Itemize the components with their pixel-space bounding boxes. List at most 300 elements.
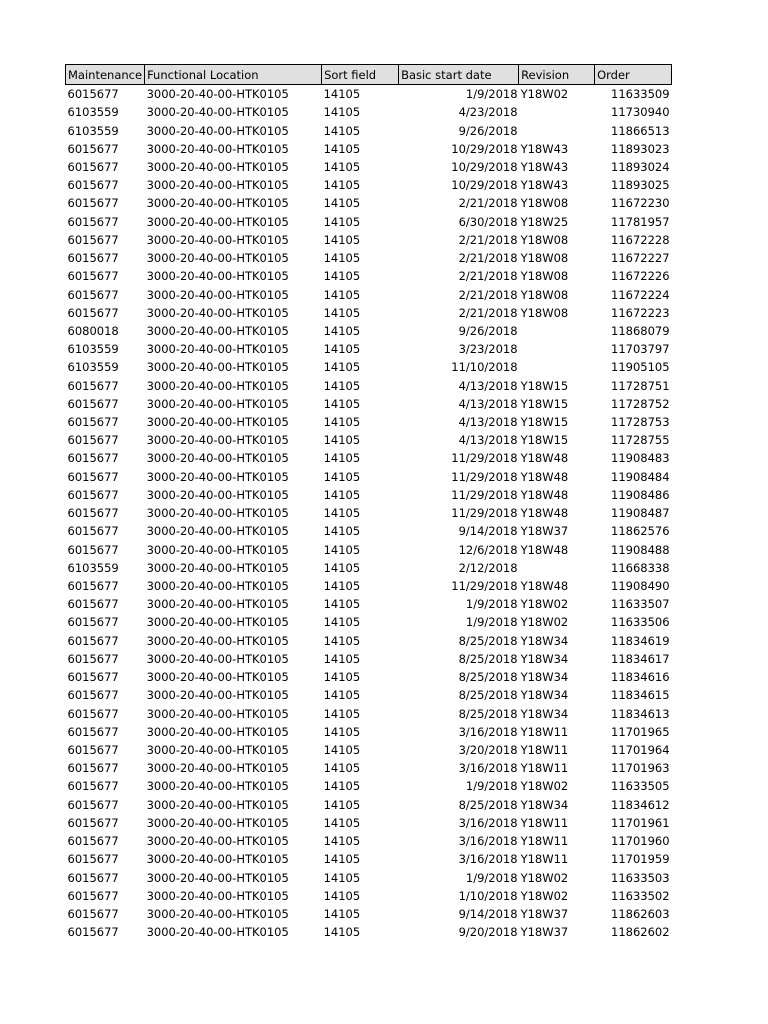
spreadsheet [65,64,672,941]
order-cell: 11701961 [611,815,670,830]
revision-cell: Y18W11 [520,834,569,849]
header-basic-start-date: Basic start date [399,65,519,85]
basic-start-date-cell: 1/9/2018 [465,597,518,612]
functional-location-cell: 3000-20-40-00-HTK0105 [146,761,289,776]
table-row [66,704,672,722]
table-row [66,923,672,941]
maintenance-cell: 6015677 [67,487,119,502]
table-row [66,468,672,486]
sort-field-cell: 14105 [323,651,361,666]
sort-field-cell: 14105 [323,251,361,266]
order-cell: 11834617 [611,651,670,666]
order-cell: 11633509 [611,87,670,102]
functional-location-cell: 3000-20-40-00-HTK0105 [146,214,289,229]
revision-cell: Y18W02 [520,888,569,903]
order-cell: 11728753 [611,415,670,430]
order-cell: 11834612 [611,797,670,812]
table-row [66,194,672,212]
order-cell: 11781957 [611,214,670,229]
revision-cell [519,103,595,121]
sort-field-cell: 14105 [323,742,361,757]
table-row [66,213,672,231]
sort-field-cell: 14105 [323,360,361,375]
sort-field-cell: 14105 [323,287,361,302]
order-cell: 11893024 [611,159,670,174]
revision-cell: Y18W34 [520,706,569,721]
revision-cell: Y18W11 [520,852,569,867]
sort-field-cell: 14105 [323,779,361,794]
sort-field-cell: 14105 [323,925,361,940]
basic-start-date-cell: 10/29/2018 [451,141,518,156]
basic-start-date-cell: 2/21/2018 [458,287,518,302]
revision-cell: Y18W11 [520,815,569,830]
sort-field-cell: 14105 [323,305,361,320]
basic-start-date-cell: 11/29/2018 [451,506,518,521]
functional-location-cell: 3000-20-40-00-HTK0105 [146,433,289,448]
sort-field-cell: 14105 [323,834,361,849]
sort-field-cell: 14105 [323,688,361,703]
table-row [66,887,672,905]
table-row [66,868,672,886]
maintenance-cell: 6103559 [67,342,119,357]
functional-location-cell: 3000-20-40-00-HTK0105 [146,487,289,502]
table-row [66,121,672,139]
order-cell: 11834616 [611,670,670,685]
maintenance-cell: 6015677 [67,251,119,266]
revision-cell [519,340,595,358]
revision-cell: Y18W34 [520,670,569,685]
functional-location-cell: 3000-20-40-00-HTK0105 [146,251,289,266]
basic-start-date-cell: 10/29/2018 [451,159,518,174]
functional-location-cell: 3000-20-40-00-HTK0105 [146,287,289,302]
order-cell: 11633505 [611,779,670,794]
functional-location-cell: 3000-20-40-00-HTK0105 [146,633,289,648]
basic-start-date-cell: 9/20/2018 [458,925,518,940]
functional-location-cell: 3000-20-40-00-HTK0105 [146,360,289,375]
basic-start-date-cell: 1/9/2018 [465,870,518,885]
revision-cell: Y18W15 [520,433,569,448]
sort-field-cell: 14105 [323,451,361,466]
basic-start-date-cell: 3/23/2018 [458,342,518,357]
order-cell: 11672224 [611,287,670,302]
maintenance-cell: 6015677 [67,706,119,721]
maintenance-cell: 6015677 [67,579,119,594]
maintenance-cell: 6015677 [67,633,119,648]
maintenance-cell: 6015677 [67,724,119,739]
maintenance-cell: 6015677 [67,597,119,612]
revision-cell: Y18W43 [520,159,569,174]
functional-location-cell: 3000-20-40-00-HTK0105 [146,560,289,575]
table-row [66,832,672,850]
table-row [66,322,672,340]
revision-cell: Y18W37 [520,524,569,539]
table-row [66,267,672,285]
order-cell: 11728755 [611,433,670,448]
table-row [66,905,672,923]
functional-location-cell: 3000-20-40-00-HTK0105 [146,670,289,685]
maintenance-cell: 6015677 [67,852,119,867]
table-row [66,358,672,376]
order-cell: 11893025 [611,178,670,193]
basic-start-date-cell: 9/14/2018 [458,906,518,921]
basic-start-date-cell: 4/13/2018 [458,433,518,448]
basic-start-date-cell: 4/13/2018 [458,378,518,393]
table-row [66,595,672,613]
functional-location-cell: 3000-20-40-00-HTK0105 [146,396,289,411]
sort-field-cell: 14105 [323,487,361,502]
order-cell: 11728752 [611,396,670,411]
sort-field-cell: 14105 [323,323,361,338]
basic-start-date-cell: 3/16/2018 [458,724,518,739]
sort-field-cell: 14105 [323,579,361,594]
sort-field-cell: 14105 [323,506,361,521]
order-cell: 11834615 [611,688,670,703]
maintenance-cell: 6015677 [67,925,119,940]
sort-field-cell: 14105 [323,105,361,120]
maintenance-cell: 6015677 [67,378,119,393]
table-row [66,85,672,104]
functional-location-cell: 3000-20-40-00-HTK0105 [146,141,289,156]
functional-location-cell: 3000-20-40-00-HTK0105 [146,579,289,594]
functional-location-cell: 3000-20-40-00-HTK0105 [146,159,289,174]
table-row [66,741,672,759]
table-row [66,449,672,467]
maintenance-cell: 6015677 [67,761,119,776]
revision-cell [519,121,595,139]
table-row [66,850,672,868]
functional-location-cell: 3000-20-40-00-HTK0105 [146,742,289,757]
revision-cell: Y18W15 [520,378,569,393]
sort-field-cell: 14105 [323,123,361,138]
header-row [66,65,672,85]
table-row [66,377,672,395]
order-cell: 11908486 [611,487,670,502]
basic-start-date-cell: 2/21/2018 [458,305,518,320]
table-row [66,522,672,540]
maintenance-cell: 6103559 [67,560,119,575]
sort-field-cell: 14105 [323,378,361,393]
table-row [66,796,672,814]
order-cell: 11633507 [611,597,670,612]
order-cell: 11728751 [611,378,670,393]
maintenance-cell: 6015677 [67,524,119,539]
functional-location-cell: 3000-20-40-00-HTK0105 [146,305,289,320]
header-sort-field: Sort field [322,65,399,85]
revision-cell: Y18W37 [520,925,569,940]
order-cell: 11908483 [611,451,670,466]
revision-cell: Y18W48 [520,542,569,557]
sort-field-cell: 14105 [323,888,361,903]
revision-cell: Y18W48 [520,506,569,521]
functional-location-cell: 3000-20-40-00-HTK0105 [146,706,289,721]
revision-cell: Y18W02 [520,87,569,102]
table-row [66,668,672,686]
table-row [66,613,672,631]
maintenance-cell: 6015677 [67,141,119,156]
sort-field-cell: 14105 [323,415,361,430]
order-cell: 11701963 [611,761,670,776]
table-row [66,814,672,832]
table-row [66,486,672,504]
order-cell: 11701964 [611,742,670,757]
revision-cell [519,358,595,376]
sort-field-cell: 14105 [323,615,361,630]
maintenance-cell: 6015677 [67,870,119,885]
functional-location-cell: 3000-20-40-00-HTK0105 [146,906,289,921]
table-row [66,231,672,249]
sort-field-cell: 14105 [323,542,361,557]
basic-start-date-cell: 9/14/2018 [458,524,518,539]
order-cell: 11672228 [611,232,670,247]
order-cell: 11701959 [611,852,670,867]
basic-start-date-cell: 8/25/2018 [458,633,518,648]
basic-start-date-cell: 9/26/2018 [458,123,518,138]
maintenance-cell: 6015677 [67,287,119,302]
maintenance-cell: 6015677 [67,214,119,229]
maintenance-cell: 6015677 [67,888,119,903]
order-cell: 11730940 [611,105,670,120]
revision-cell: Y18W08 [520,232,569,247]
table-row [66,413,672,431]
revision-cell: Y18W15 [520,415,569,430]
revision-cell: Y18W11 [520,761,569,776]
functional-location-cell: 3000-20-40-00-HTK0105 [146,651,289,666]
basic-start-date-cell: 1/10/2018 [458,888,518,903]
table-row [66,158,672,176]
basic-start-date-cell: 8/25/2018 [458,688,518,703]
functional-location-cell: 3000-20-40-00-HTK0105 [146,797,289,812]
sort-field-cell: 14105 [323,214,361,229]
revision-cell: Y18W43 [520,178,569,193]
revision-cell: Y18W08 [520,251,569,266]
order-cell: 11672223 [611,305,670,320]
functional-location-cell: 3000-20-40-00-HTK0105 [146,542,289,557]
basic-start-date-cell: 8/25/2018 [458,670,518,685]
basic-start-date-cell: 4/23/2018 [458,105,518,120]
table-row [66,103,672,121]
functional-location-cell: 3000-20-40-00-HTK0105 [146,178,289,193]
maintenance-cell: 6103559 [67,360,119,375]
sort-field-cell: 14105 [323,396,361,411]
maintenance-cell: 6015677 [67,232,119,247]
order-cell: 11672227 [611,251,670,266]
revision-cell [519,322,595,340]
functional-location-cell: 3000-20-40-00-HTK0105 [146,232,289,247]
basic-start-date-cell: 8/25/2018 [458,651,518,666]
functional-location-cell: 3000-20-40-00-HTK0105 [146,615,289,630]
functional-location-cell: 3000-20-40-00-HTK0105 [146,323,289,338]
order-cell: 11908487 [611,506,670,521]
table-row [66,285,672,303]
basic-start-date-cell: 3/20/2018 [458,742,518,757]
sort-field-cell: 14105 [323,797,361,812]
basic-start-date-cell: 11/29/2018 [451,451,518,466]
functional-location-cell: 3000-20-40-00-HTK0105 [146,888,289,903]
table-row [66,577,672,595]
table-row [66,650,672,668]
sort-field-cell: 14105 [323,633,361,648]
sort-field-cell: 14105 [323,906,361,921]
table-row [66,340,672,358]
table-row [66,395,672,413]
maintenance-cell: 6103559 [67,123,119,138]
revision-cell: Y18W08 [520,305,569,320]
basic-start-date-cell: 11/29/2018 [451,487,518,502]
sort-field-cell: 14105 [323,706,361,721]
order-cell: 11908490 [611,579,670,594]
basic-start-date-cell: 1/9/2018 [465,87,518,102]
header-functional-location: Functional Location [145,65,322,85]
sort-field-cell: 14105 [323,724,361,739]
order-cell: 11905105 [611,360,670,375]
sort-field-cell: 14105 [323,269,361,284]
maintenance-cell: 6015677 [67,451,119,466]
revision-cell: Y18W34 [520,633,569,648]
order-cell: 11893023 [611,141,670,156]
table-row [66,632,672,650]
maintenance-cell: 6080018 [67,323,119,338]
maintenance-cell: 6015677 [67,396,119,411]
order-cell: 11834619 [611,633,670,648]
maintenance-cell: 6015677 [67,159,119,174]
order-cell: 11868079 [611,323,670,338]
sort-field-cell: 14105 [323,141,361,156]
maintenance-cell: 6015677 [67,797,119,812]
maintenance-cell: 6015677 [67,815,119,830]
table-row [66,540,672,558]
orders-table [65,64,672,941]
order-cell: 11866513 [611,123,670,138]
order-cell: 11672226 [611,269,670,284]
functional-location-cell: 3000-20-40-00-HTK0105 [146,834,289,849]
order-cell: 11633506 [611,615,670,630]
maintenance-cell: 6015677 [67,742,119,757]
table-row [66,559,672,577]
functional-location-cell: 3000-20-40-00-HTK0105 [146,342,289,357]
functional-location-cell: 3000-20-40-00-HTK0105 [146,724,289,739]
revision-cell: Y18W15 [520,396,569,411]
maintenance-cell: 6015677 [67,305,119,320]
order-cell: 11672230 [611,196,670,211]
revision-cell: Y18W02 [520,870,569,885]
functional-location-cell: 3000-20-40-00-HTK0105 [146,870,289,885]
revision-cell: Y18W08 [520,269,569,284]
basic-start-date-cell: 3/16/2018 [458,852,518,867]
basic-start-date-cell: 9/26/2018 [458,323,518,338]
revision-cell: Y18W25 [520,214,569,229]
revision-cell: Y18W34 [520,688,569,703]
basic-start-date-cell: 3/16/2018 [458,834,518,849]
functional-location-cell: 3000-20-40-00-HTK0105 [146,597,289,612]
revision-cell: Y18W02 [520,615,569,630]
sort-field-cell: 14105 [323,852,361,867]
functional-location-cell: 3000-20-40-00-HTK0105 [146,415,289,430]
revision-cell: Y18W48 [520,469,569,484]
revision-cell: Y18W02 [520,597,569,612]
revision-cell: Y18W34 [520,797,569,812]
revision-cell: Y18W02 [520,779,569,794]
order-cell: 11703797 [611,342,670,357]
maintenance-cell: 6015677 [67,269,119,284]
functional-location-cell: 3000-20-40-00-HTK0105 [146,87,289,102]
table-row [66,140,672,158]
maintenance-cell: 6015677 [67,542,119,557]
maintenance-cell: 6015677 [67,670,119,685]
header-revision: Revision [519,65,595,85]
sort-field-cell: 14105 [323,433,361,448]
sort-field-cell: 14105 [323,87,361,102]
basic-start-date-cell: 2/21/2018 [458,232,518,247]
basic-start-date-cell: 10/29/2018 [451,178,518,193]
maintenance-cell: 6015677 [67,506,119,521]
maintenance-cell: 6015677 [67,415,119,430]
basic-start-date-cell: 2/21/2018 [458,196,518,211]
basic-start-date-cell: 12/6/2018 [458,542,518,557]
sort-field-cell: 14105 [323,815,361,830]
revision-cell: Y18W48 [520,451,569,466]
maintenance-cell: 6015677 [67,469,119,484]
functional-location-cell: 3000-20-40-00-HTK0105 [146,524,289,539]
basic-start-date-cell: 2/21/2018 [458,251,518,266]
basic-start-date-cell: 2/21/2018 [458,269,518,284]
maintenance-cell: 6015677 [67,87,119,102]
sort-field-cell: 14105 [323,524,361,539]
sort-field-cell: 14105 [323,597,361,612]
order-cell: 11701965 [611,724,670,739]
basic-start-date-cell: 3/16/2018 [458,815,518,830]
table-row [66,504,672,522]
functional-location-cell: 3000-20-40-00-HTK0105 [146,852,289,867]
basic-start-date-cell: 11/29/2018 [451,579,518,594]
table-row [66,176,672,194]
maintenance-cell: 6015677 [67,615,119,630]
functional-location-cell: 3000-20-40-00-HTK0105 [146,196,289,211]
basic-start-date-cell: 8/25/2018 [458,706,518,721]
header-order: Order [595,65,672,85]
table-row [66,249,672,267]
order-cell: 11633503 [611,870,670,885]
functional-location-cell: 3000-20-40-00-HTK0105 [146,506,289,521]
revision-cell [519,559,595,577]
basic-start-date-cell: 6/30/2018 [458,214,518,229]
revision-cell: Y18W48 [520,487,569,502]
functional-location-cell: 3000-20-40-00-HTK0105 [146,469,289,484]
header-maintenance: Maintenance [66,65,145,85]
revision-cell: Y18W48 [520,579,569,594]
revision-cell: Y18W11 [520,724,569,739]
maintenance-cell: 6015677 [67,196,119,211]
maintenance-cell: 6015677 [67,178,119,193]
order-cell: 11668338 [611,560,670,575]
revision-cell: Y18W43 [520,141,569,156]
table-body [66,85,672,942]
maintenance-cell: 6015677 [67,651,119,666]
sort-field-cell: 14105 [323,469,361,484]
sort-field-cell: 14105 [323,761,361,776]
basic-start-date-cell: 11/10/2018 [451,360,518,375]
revision-cell: Y18W37 [520,906,569,921]
functional-location-cell: 3000-20-40-00-HTK0105 [146,269,289,284]
functional-location-cell: 3000-20-40-00-HTK0105 [146,815,289,830]
revision-cell: Y18W11 [520,742,569,757]
sort-field-cell: 14105 [323,196,361,211]
table-row [66,777,672,795]
table-header [66,65,672,85]
functional-location-cell: 3000-20-40-00-HTK0105 [146,925,289,940]
order-cell: 11908488 [611,542,670,557]
basic-start-date-cell: 3/16/2018 [458,761,518,776]
basic-start-date-cell: 1/9/2018 [465,615,518,630]
